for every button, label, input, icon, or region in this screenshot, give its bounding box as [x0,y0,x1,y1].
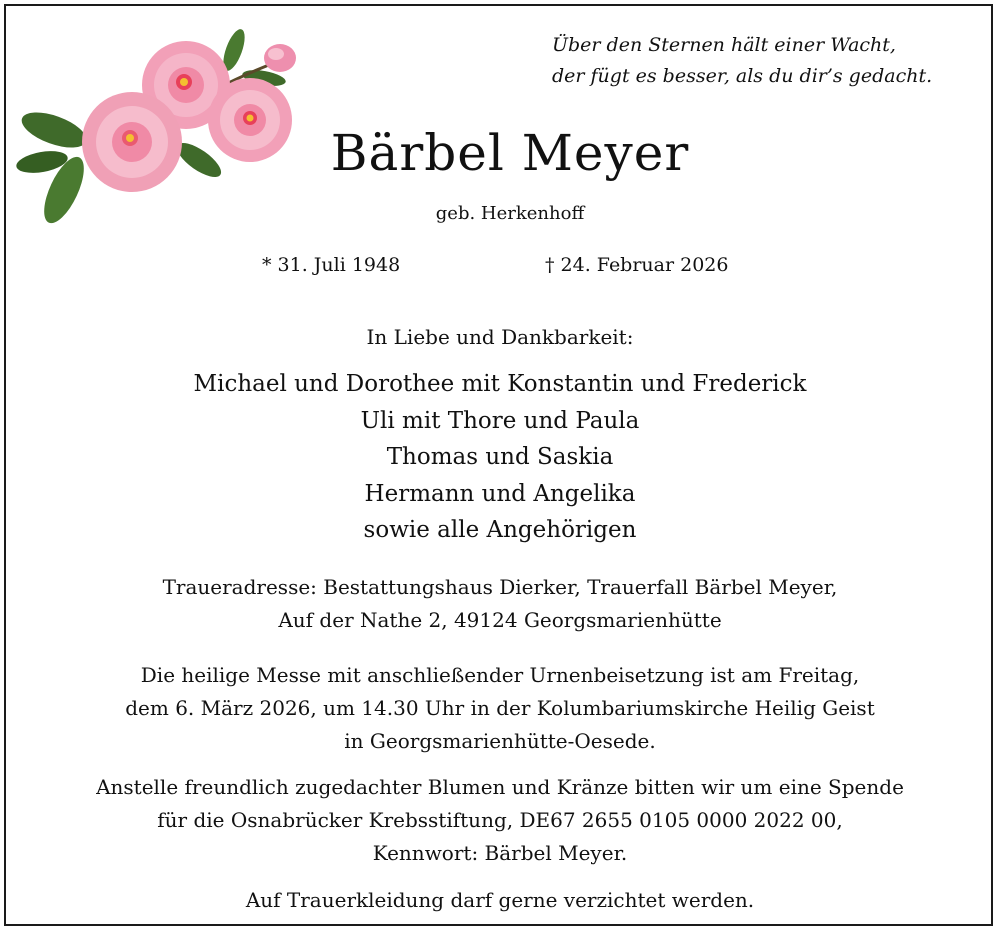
mourning-address [0,571,1000,637]
dedication: In Liebe und Dankbarkeit: [366,325,634,349]
mourner-line: Michael und Dorothee mit Konstantin und Frederick [193,371,807,397]
address-line: Auf der Nathe 2, 49124 Georgsmarienhütte [278,608,722,632]
verse [552,30,932,92]
verse-line: der fügt es besser, als du dir’s gedacht. [552,65,933,87]
mourner-line: Thomas und Saskia [386,444,614,470]
mourner-line: sowie alle Angehörigen [363,517,637,543]
donation-line: für die Osnabrücker Krebsstiftung, DE67 2655 0105 0000 2022 00, [157,808,843,832]
donation-notice [0,771,1000,870]
mass-notice [0,659,1000,758]
address-line: Traueradresse: Bestattungshaus Dierker, Trauerfall Bärbel Meyer, [162,575,838,599]
mourner-line: Hermann und Angelika [364,480,636,507]
death-date: † 24. Februar 2026 [545,254,729,276]
mass-line: dem 6. März 2026, um 14.30 Uhr in der Kolumbariumskirche Heilig Geist [125,696,875,720]
donation-line: Kennwort: Bärbel Meyer. [372,841,628,865]
attire-notice: Auf Trauerkleidung darf gerne verzichtet werden. [245,888,755,912]
donation-line: Anstelle freundlich zugedachter Blumen und Kränze bitten wir um eine Spende [96,775,904,799]
deceased-name: Bärbel Meyer [330,124,690,182]
camellia-flowers-icon [14,20,314,240]
birth-date: * 31. Juli 1948 [262,254,401,276]
mass-line: in Georgsmarienhütte-Oesede. [344,729,656,753]
maiden-name: geb. Herkenhoff [435,203,585,224]
mourner-line: Uli mit Thore und Paula [360,407,640,434]
mourners-list [0,366,1000,549]
verse-line: Über den Sternen hält einer Wacht, [552,34,896,56]
mass-line: Die heilige Messe mit anschließender Urnenbeisetzung ist am Freitag, [140,663,860,687]
